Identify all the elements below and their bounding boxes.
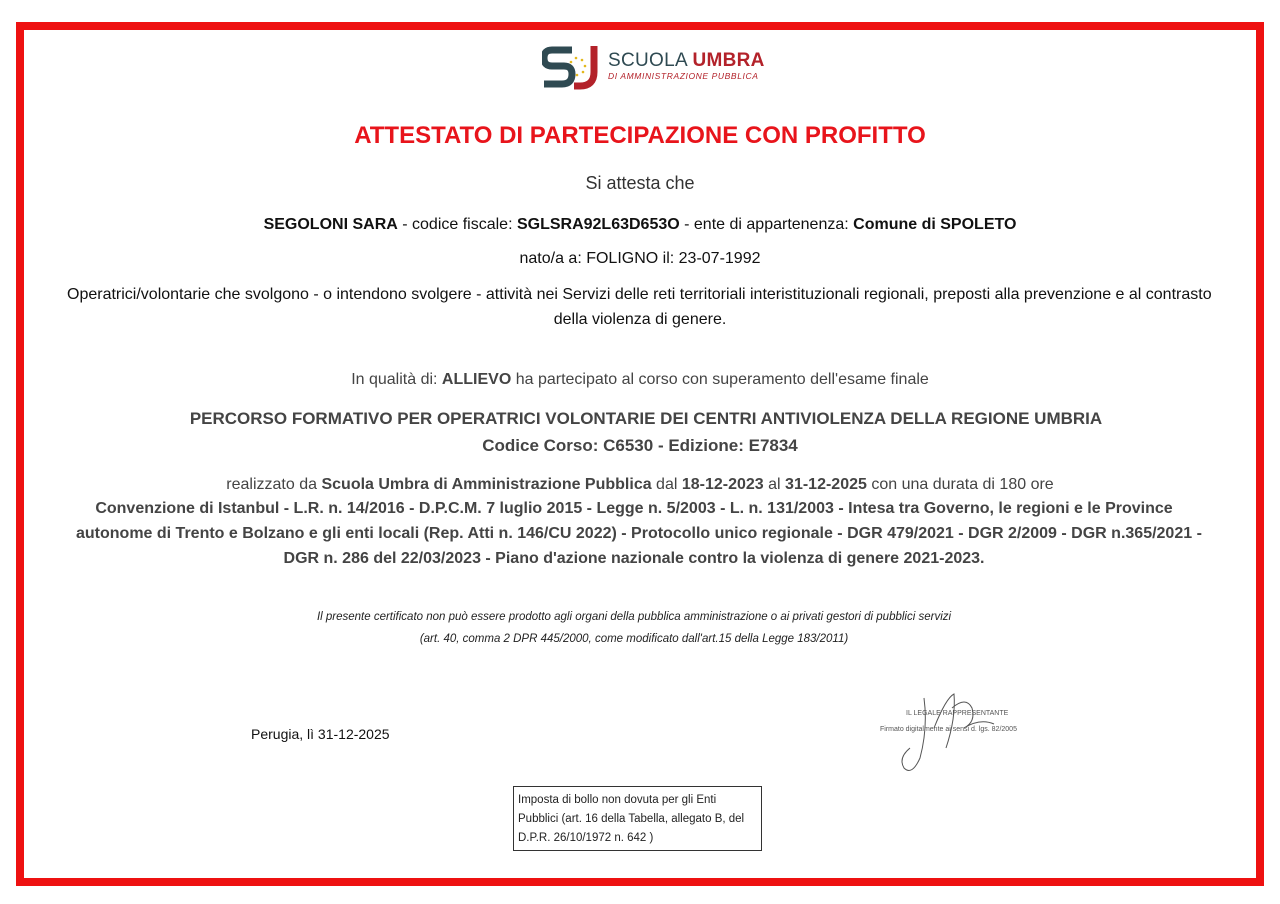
- course-code: Codice Corso: C6530 - Edizione: E7834: [482, 436, 798, 455]
- stamp-line-2: Pubblici (art. 16 della Tabella, allegato B, del: [518, 813, 745, 825]
- target-line-2: della violenza di genere.: [553, 311, 727, 328]
- su-logo-icon: [542, 44, 604, 90]
- certificate-title: ATTESTATO DI PARTECIPAZIONE CON PROFITTO: [354, 122, 926, 149]
- stamp-line-3: D.P.R. 26/10/1972 n. 642 ): [518, 832, 654, 844]
- target-line-1: Operatrici/volontarie che svolgono - o intendono svolgere - attività nei Servizi delle reti territoriali interistituzionali regionali, preposti alla prevenzione e al contrasto: [67, 286, 1212, 303]
- logo-subtitle: DI AMMINISTRAZIONE PUBBLICA: [608, 71, 759, 81]
- signature-role: IL LEGALE RAPPRESENTANTE: [906, 710, 1009, 717]
- signature-note: Firmato digitalmente ai sensi d. lgs. 82/2005: [880, 726, 1017, 733]
- birth-line: nato/a a: FOLIGNO il: 23-07-1992: [519, 250, 761, 267]
- place-date: Perugia, lì 31-12-2025: [251, 726, 390, 742]
- stamp-duty-box: [513, 786, 762, 851]
- intro: Si attesta che: [585, 173, 695, 193]
- realized-line: realizzato da Scuola Umbra di Amministrazione Pubblica dal 18-12-2023 al 31-12-2025 con una durata di 180 ore: [226, 476, 1054, 493]
- logo-name: SCUOLA UMBRA: [608, 50, 765, 71]
- course-title: PERCORSO FORMATIVO PER OPERATRICI VOLONTARIE DEI CENTRI ANTIVIOLENZA DELLA REGIONE UMBRIA: [189, 409, 1103, 428]
- disclaimer-2: (art. 40, comma 2 DPR 445/2000, come modificato dall'art.15 della Legge 183/2011): [419, 633, 849, 645]
- signature-scribble-icon: [876, 688, 1036, 778]
- logo: [542, 44, 772, 90]
- references-line-3: DGR n. 286 del 22/03/2023 - Piano d'azione nazionale contro la violenza di genere 2021-2023.: [283, 550, 985, 567]
- references-line-2: autonome di Trento e Bolzano e gli enti locali (Rep. Atti n. 146/CU 2022) - Protocollo unico regionale - DGR 479/2021 - DGR 2/2009 - DGR n.365/2021 -: [76, 525, 1202, 542]
- role-line: In qualità di: ALLIEVO ha partecipato al corso con superamento dell'esame finale: [351, 371, 929, 388]
- stamp-line-1: Imposta di bollo non dovuta per gli Enti: [518, 794, 717, 806]
- person-line: SEGOLONI SARA - codice fiscale: SGLSRA92L63D653O - ente di appartenenza: Comune di SPOLETO: [263, 216, 1017, 233]
- signature: [876, 688, 1036, 778]
- references-line-1: Convenzione di Istanbul - L.R. n. 14/2016 - D.P.C.M. 7 luglio 2015 - Legge n. 5/2003 - L. n. 131/2003 - Intesa tra Governo, le regioni e le Province: [95, 500, 1173, 517]
- disclaimer-1: Il presente certificato non può essere prodotto agli organi della pubblica amministrazione o ai privati gestori di pubblici servizi: [316, 611, 952, 623]
